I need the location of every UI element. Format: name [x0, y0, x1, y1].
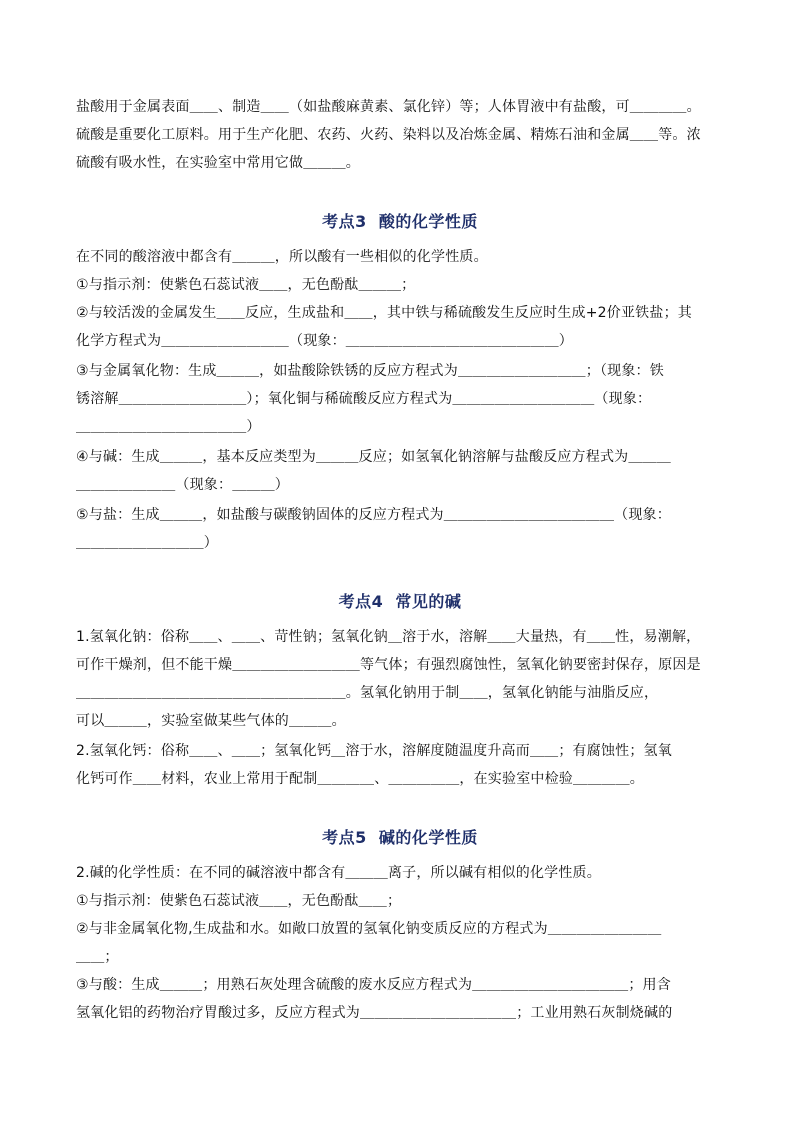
- text-line: ＿＿＿＿＿＿＿＿＿＿＿＿）: [76, 419, 261, 435]
- text-line: ⑤与盐：生成＿＿＿，如盐酸与碳酸钠固体的反应方程式为＿＿＿＿＿＿＿＿＿＿＿＿（现象：: [76, 507, 671, 523]
- text-line: 硫酸有吸水性，在实验室中常用它做＿＿＿。: [76, 155, 360, 171]
- text-line: ＿＿＿＿＿＿＿（现象：＿＿＿）: [76, 477, 289, 493]
- text-line: ①与指示剂：使紫色石蕊试液＿＿，无色酚酞＿＿＿；: [76, 277, 416, 293]
- text-line: 氢氧化铝的药物治疗胃酸过多，反应方程式为＿＿＿＿＿＿＿＿＿＿＿；工业用熟石灰制烧碱的: [76, 1005, 673, 1021]
- text-line: ③与酸：生成＿＿＿；用熟石灰处理含硫酸的废水反应方程式为＿＿＿＿＿＿＿＿＿＿＿；用含: [76, 977, 671, 993]
- section-heading-3: [0, 212, 794, 232]
- text-line: 2.碱的化学性质：在不同的碱溶液中都含有＿＿＿离子，所以碱有相似的化学性质。: [76, 865, 601, 881]
- text-line: 盐酸用于金属表面＿＿、制造＿＿（如盐酸麻黄素、氯化锌）等；人体胃液中有盐酸，可＿＿＿＿。: [76, 99, 701, 115]
- text-line: 1.氢氧化钠：俗称＿＿、＿＿、苛性钠；氢氧化钠＿溶于水，溶解＿＿大量热，有＿＿性，易潮解，: [76, 629, 701, 645]
- text-line: ＿＿；: [76, 949, 119, 965]
- text-line: ＿＿＿＿＿＿＿＿＿）: [76, 535, 218, 551]
- heading-number: 考点3: [322, 212, 367, 231]
- heading-title: 常见的碱: [395, 592, 462, 611]
- text-line: 可以＿＿＿，实验室做某些气体的＿＿＿。: [76, 713, 346, 729]
- text-line: ②与非金属氧化物,生成盐和水。如敞口放置的氢氧化钠变质反应的方程式为＿＿＿＿＿＿＿＿: [76, 921, 662, 937]
- text-line: ＿＿＿＿＿＿＿＿＿＿＿＿＿＿＿＿＿＿＿。氢氧化钠用于制＿＿，氢氧化钠能与油脂反应，: [76, 685, 659, 701]
- text-line: 化钙可作＿＿材料，农业上常用于配制＿＿＿＿、＿＿＿＿＿，在实验室中检验＿＿＿＿。: [76, 771, 644, 787]
- text-line: ④与碱：生成＿＿＿，基本反应类型为＿＿＿反应；如氢氧化钠溶解与盐酸反应方程式为＿＿＿: [76, 449, 671, 465]
- text-line: ②与较活泼的金属发生＿＿反应，生成盐和＿＿，其中铁与稀硫酸发生反应时生成+2价亚铁盐；其: [76, 305, 692, 321]
- section-heading-4: [0, 592, 794, 612]
- heading-number: 考点5: [322, 828, 367, 847]
- text-line: 2.氢氧化钙：俗称＿＿、＿＿；氢氧化钙＿溶于水，溶解度随温度升高而＿＿；有腐蚀性；氢氧: [76, 743, 672, 759]
- text-line: ①与指示剂：使紫色石蕊试液＿＿，无色酚酞＿＿；: [76, 893, 402, 909]
- text-line: ③与金属氧化物：生成＿＿＿，如盐酸除铁锈的反应方程式为＿＿＿＿＿＿＿＿＿；（现象：铁: [76, 363, 664, 379]
- heading-title: 酸的化学性质: [378, 212, 478, 231]
- text-line: 在不同的酸溶液中都含有＿＿＿，所以酸有一些相似的化学性质。: [76, 249, 488, 265]
- text-line: 化学方程式为＿＿＿＿＿＿＿＿＿（现象：＿＿＿＿＿＿＿＿＿＿＿＿＿＿＿）: [76, 333, 573, 349]
- section-heading-5: [0, 828, 794, 848]
- heading-number: 考点4: [338, 592, 384, 611]
- text-line: 锈溶解＿＿＿＿＿＿＿＿＿）；氧化铜与稀硫酸反应方程式为＿＿＿＿＿＿＿＿＿＿（现象：: [76, 391, 652, 407]
- heading-title: 碱的化学性质: [378, 828, 478, 847]
- text-line: 可作干燥剂，但不能干燥＿＿＿＿＿＿＿＿＿等气体；有强烈腐蚀性，氢氧化钠要密封保存，原因是: [76, 657, 701, 673]
- text-line: 硫酸是重要化工原料。用于生产化肥、农药、火药、染料以及冶炼金属、精炼石油和金属＿＿等。浓: [76, 127, 701, 143]
